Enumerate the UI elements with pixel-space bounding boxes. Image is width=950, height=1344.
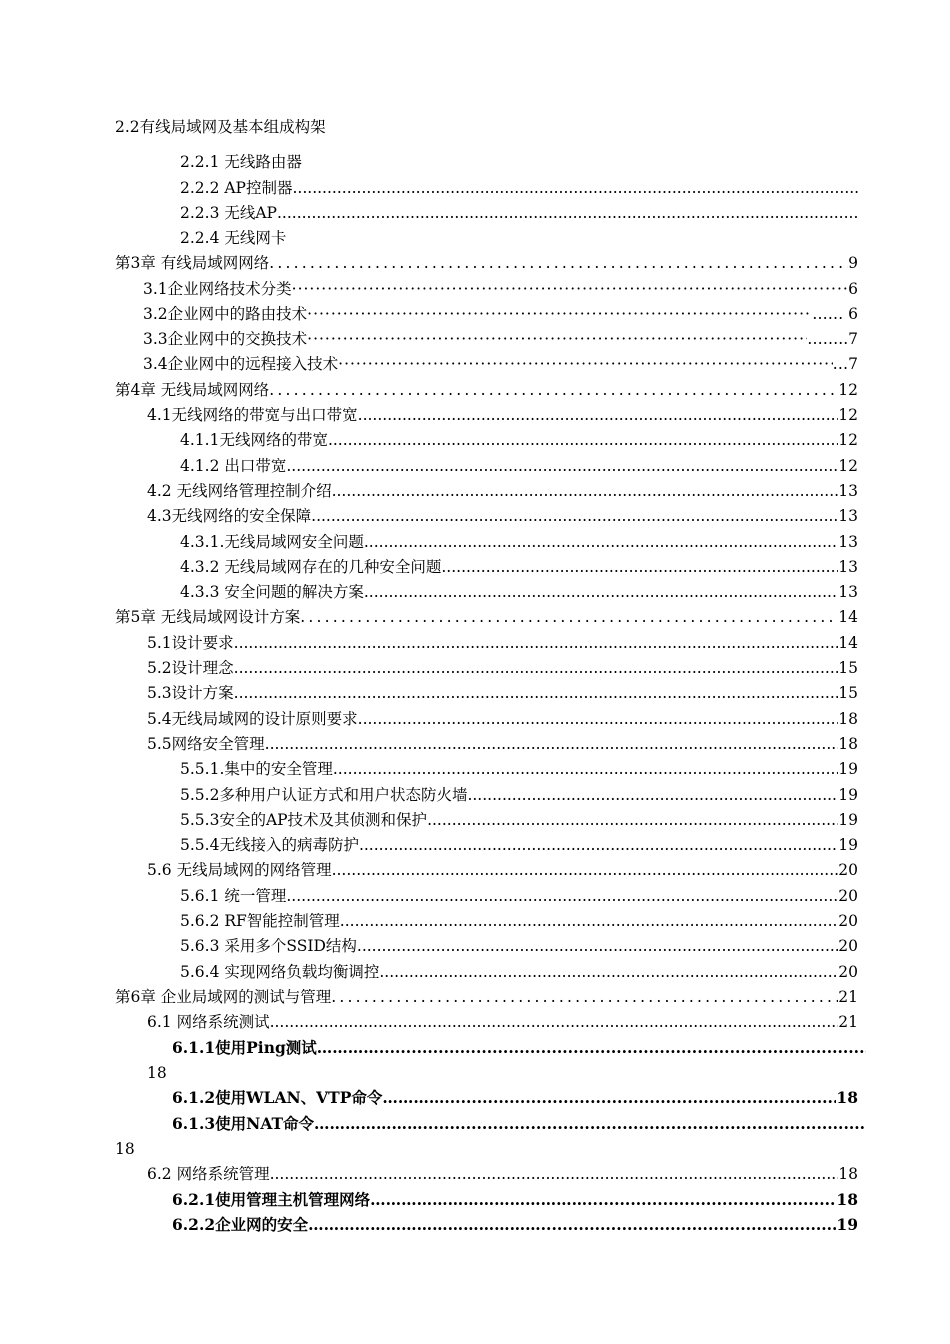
dot-leader [234,683,839,703]
toc-entry[interactable] [143,304,858,324]
toc-entry-page: ……..7 [807,330,858,348]
toc-entry-page: 19 [838,811,858,829]
toc-entry-title: 3.4企业网中的远程接入技术 [143,355,339,373]
toc-entry-title: 5.5.2多种用户认证方式和用户状态防火墙 [180,786,468,804]
toc-entry[interactable] [180,936,858,956]
toc-entry-title: 4.1.1无线网络的带宽 [180,431,328,449]
dot-leader [265,734,839,754]
toc-entry-title: 5.6.2 RF智能控制管理 [180,912,340,930]
toc-entry[interactable] [172,1190,858,1210]
toc-entry-page: 21 [838,988,858,1006]
dot-leader [269,253,848,273]
dot-leader [332,481,839,501]
dot-leader [270,1164,839,1184]
dot-leader [441,557,838,577]
toc-entry-page: 20 [838,912,858,930]
toc-entry-title: 3.3企业网中的交换技术 [143,330,308,348]
toc-entry-title: 2.2.1 无线路由器 [180,153,302,171]
toc-entry[interactable] [147,734,858,754]
dot-leader [359,835,838,855]
toc-entry-page: 14 [838,608,858,626]
toc-entry[interactable] [180,203,858,223]
toc-entry[interactable] [115,117,330,137]
toc-entry-page: 20 [838,887,858,905]
toc-entry-page: 6 [848,280,858,298]
toc-entry[interactable] [172,1088,858,1108]
dot-leader [311,506,838,526]
toc-entry-title: 第5章 无线局域网设计方案 [115,608,301,626]
toc-entry[interactable] [180,532,858,552]
toc-entry-page: 20 [838,937,858,955]
toc-entry-title: 2.2.2 AP控制器 [180,179,293,197]
toc-entry-title: 5.2设计理念 [147,659,234,677]
toc-entry-page: …7 [832,355,858,373]
toc-entry-title: 6.1.2使用WLAN、VTP命令………… [172,1088,445,1107]
dot-leader [357,936,838,956]
toc-entry[interactable] [147,1012,858,1032]
dot-leader [270,1012,839,1032]
toc-entry-page: 13 [838,583,858,601]
toc-entry-title: 5.6.1 统一管理 [180,887,287,905]
toc-entry[interactable] [115,253,858,273]
toc-entry-page: 19 [838,836,858,854]
toc-entry-page: 19 [836,1215,858,1234]
toc-entry[interactable] [180,785,858,805]
toc-entry-page: 12 [838,406,858,424]
toc-entry-page: …… 6 [812,305,858,323]
toc-entry-title: 5.5.4无线接入的病毒防护 [180,836,359,854]
dot-leader [234,658,839,678]
toc-entry[interactable] [180,557,858,577]
toc-entry-page: 18 [836,1190,858,1209]
toc-entry-title: 2.2.3 无线AP [180,204,277,222]
toc-entry[interactable] [180,456,858,476]
toc-entry-title: 2.2.4 无线网卡 [180,229,287,247]
toc-entry[interactable] [147,405,858,425]
toc-entry[interactable] [180,835,858,855]
toc-entry-page: 13 [838,507,858,525]
dot-leader [423,1114,866,1134]
dot-leader [286,456,838,476]
toc-entry-title: 第3章 有线局域网网络 [115,254,270,272]
dot-leader [293,178,859,198]
toc-entry-title: 6.2.1使用管理主机管理网络…………………………………… [172,1190,588,1209]
toc-entry-title: 4.3.2 无线局域网存在的几种安全问题 [180,558,442,576]
toc-entry-page: 20 [838,861,858,879]
toc-entry-title: 4.2 无线网络管理控制介绍 [147,482,332,500]
dot-leader [333,759,838,779]
dot-leader [286,886,838,906]
toc-entry[interactable] [147,633,858,653]
toc-entry-page: 13 [838,533,858,551]
toc-entry[interactable] [180,759,858,779]
toc-entry[interactable] [180,178,858,198]
toc-entry-title: 4.1.2 出口带宽 [180,457,287,475]
toc-entry-page: 18 [836,1088,858,1107]
toc-entry[interactable] [180,911,858,931]
toc-entry-title: 18 [147,1064,167,1082]
toc-entry[interactable] [147,709,858,729]
dot-leader [292,279,848,299]
dot-leader [328,430,838,450]
toc-entry-title: 5.4无线局域网的设计原则要求 [147,710,358,728]
toc-entry-page: 12 [838,431,858,449]
toc-entry-title: 6.1 网络系统测试 [147,1013,270,1031]
toc-entry-page: 13 [838,558,858,576]
toc-entry-title: 5.6.3 采用多个SSID结构 [180,937,357,955]
toc-entry[interactable] [147,506,858,526]
dot-leader [379,962,838,982]
toc-entry-title: 5.5网络安全管理 [147,735,265,753]
dot-leader [358,405,839,425]
toc-entry[interactable] [115,987,858,1007]
toc-entry-title: 4.1无线网络的带宽与出口带宽 [147,406,358,424]
toc-entry-title: 5.3设计方案 [147,684,234,702]
toc-entry-page: 9 [848,254,858,272]
toc-entry-page: 21 [838,1013,858,1031]
toc-entry[interactable] [115,380,858,400]
toc-entry-page: 12 [838,457,858,475]
dot-leader [332,860,839,880]
dot-leader [541,1215,837,1235]
dot-leader [307,329,807,349]
toc-entry[interactable] [115,607,858,627]
toc-entry[interactable] [147,481,858,501]
toc-entry[interactable] [180,962,858,982]
toc-entry-page: 20 [838,963,858,981]
toc-entry[interactable] [143,279,858,299]
dot-leader [364,532,838,552]
toc-entry-title: 6.2 网络系统管理 [147,1165,270,1183]
toc-entry-title: 5.5.1.集中的安全管理 [180,760,333,778]
dot-leader [364,582,838,602]
toc-entry-page: 18 [838,710,858,728]
toc-entry[interactable] [172,1215,858,1235]
toc-entry[interactable] [172,1038,866,1058]
dot-leader [340,911,838,931]
toc-entry[interactable] [180,430,858,450]
toc-entry-page: 19 [838,760,858,778]
dot-leader [277,203,858,223]
toc-entry-title: 18 [115,1140,135,1158]
toc-entry-page: 18 [838,1165,858,1183]
toc-entry-title: 4.3无线网络的安全保障 [147,507,312,525]
dot-leader [427,810,838,830]
toc-entry[interactable] [147,860,858,880]
toc-entry-title: 6.1.3使用NAT命令………………… [172,1114,423,1133]
toc-entry-title: 3.2企业网中的路由技术 [143,305,308,323]
toc-entry-title: 2.2有线局域网及基本组成构架 [115,118,326,136]
dot-leader [587,1190,836,1210]
toc-entry[interactable] [180,886,858,906]
dot-leader [444,1088,836,1108]
toc-entry-page: 12 [838,381,858,399]
toc-entry[interactable] [180,152,640,172]
toc-entry-page: 13 [838,482,858,500]
dot-leader [307,304,812,324]
toc-entry[interactable] [147,1164,858,1184]
toc-entry-title: 5.6.4 实现网络负载均衡调控 [180,963,380,981]
toc-entry-title: 4.3.3 安全问题的解决方案 [180,583,364,601]
toc-entry-title: 6.2.2企业网的安全……………………………………… [172,1215,541,1234]
toc-entry-title: 5.5.3安全的AP技术及其侦测和保护 [180,811,428,829]
toc-entry-page: 15 [838,684,858,702]
toc-entry-title: 4.3.1.无线局域网安全问题 [180,533,364,551]
toc-entry-title: 3.1企业网络技术分类 [143,280,292,298]
toc-entry[interactable] [147,1063,300,1083]
toc-entry-page: 15 [838,659,858,677]
toc-entry[interactable] [180,582,858,602]
toc-entry[interactable] [180,228,640,248]
toc-entry-title: 5.6 无线局域网的网络管理 [147,861,332,879]
toc-entry-page: 18 [838,735,858,753]
dot-leader [338,354,832,374]
toc-entry-page: 14 [838,634,858,652]
dot-leader [300,607,838,627]
toc-entry[interactable] [143,329,858,349]
toc-entry-title: 6.1.1使用Ping测试………… [172,1038,379,1057]
toc-entry[interactable] [180,810,858,830]
toc-entry-title: 第4章 无线局域网网络 [115,381,270,399]
dot-leader [269,380,838,400]
toc-entry[interactable] [115,1139,300,1159]
toc-entry[interactable] [143,354,858,374]
dot-leader [358,709,839,729]
toc-entry[interactable] [147,683,858,703]
dot-leader [234,633,839,653]
dot-leader [467,785,838,805]
toc-entry-title: 第6章 企业局域网的测试与管理 [115,988,332,1006]
toc-entry[interactable] [147,658,858,678]
dot-leader [331,987,838,1007]
toc-entry-title: 5.1设计要求 [147,634,234,652]
toc-entry[interactable] [172,1114,866,1134]
dot-leader [379,1038,866,1058]
toc-entry-page: 19 [838,786,858,804]
